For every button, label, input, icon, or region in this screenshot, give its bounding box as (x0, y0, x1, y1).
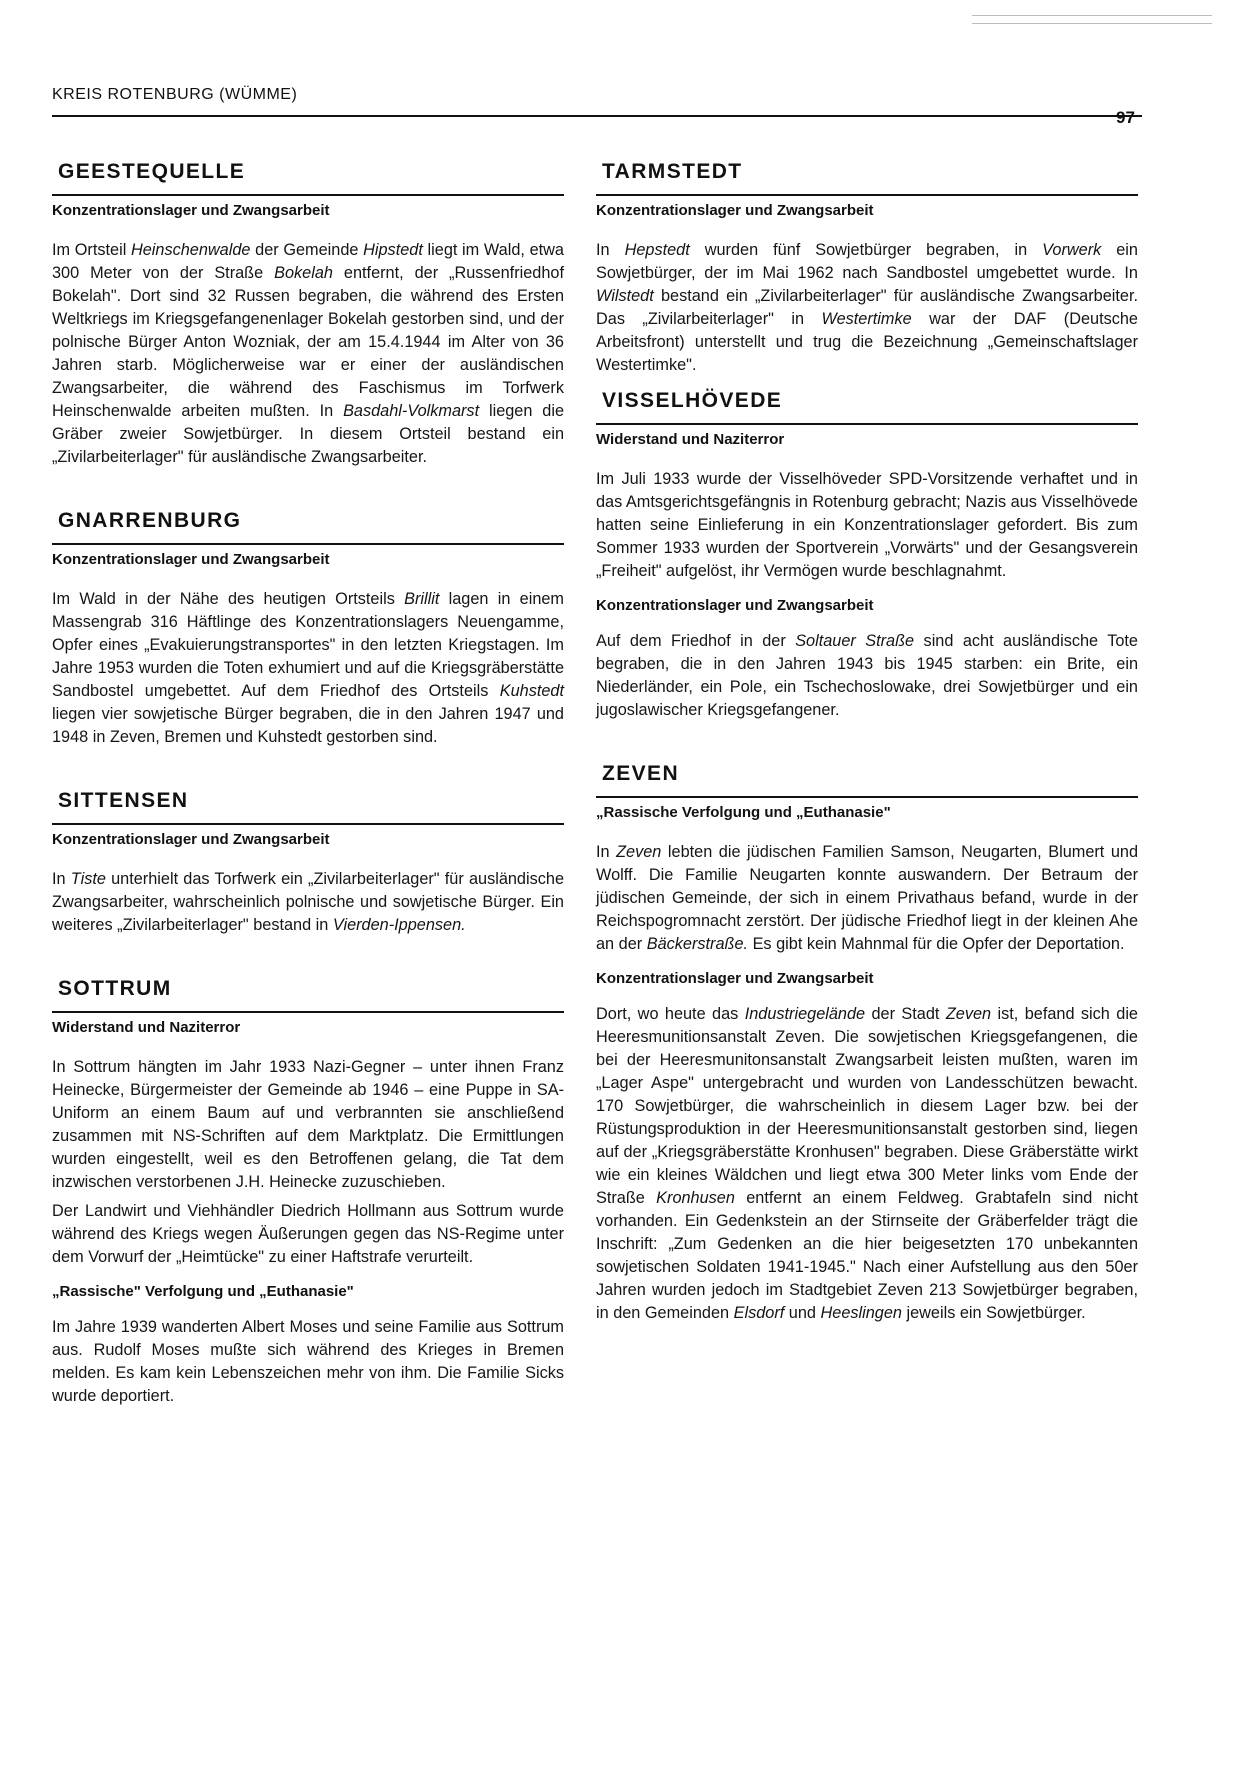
subheading: „Rassische Verfolgung und „Euthanasie" (596, 796, 1138, 821)
paragraph: In Hepstedt wurden fünf Sowjetbürger begraben, in Vorwerk ein Sowjetbürger, der im Mai 1962 nach Sandbostel umgebettet wurde. In Wilstedt bestand ein „Zivilarbeiterlager" für ausländische Zwangsarbeiter. Das „Zivilarbeiterlager" in Westertimke war der DAF (Deutsche Arbeitsfront) unterstellt und trug die Bezeichnung „Gemeinschaftslager Westertimke". (596, 241, 1138, 374)
right-column (596, 160, 1138, 1365)
section-visselhoevede (596, 389, 1138, 722)
running-head: KREIS ROTENBURG (WÜMME) (52, 86, 298, 103)
paragraph: In Tiste unterhielt das Torfwerk ein „Zivilarbeiterlager" für ausländische Zwangsarbeiter, wahrscheinlich polnische und sowjetische Bürger. Ein weiteres „Zivilarbeiterlager" bestand in Vierden-Ippensen. (52, 870, 564, 934)
subheading: Konzentrationslager und Zwangsarbeit (52, 194, 564, 219)
header-rule (52, 115, 1142, 117)
subheading: Konzentrationslager und Zwangsarbeit (596, 597, 874, 614)
page-number: 97 (1116, 108, 1135, 127)
paragraph: Im Wald in der Nähe des heutigen Ortsteils Brillit lagen in einem Massengrab 316 Häftlinge des Konzentrationslagers Neuengamme, Opfer eines „Evakuierungstransportes" in den letzten Kriegstagen. Im Jahre 1953 wurden die Toten exhumiert und auf die Kriegsgräberstätte Sandbostel umgebettet. Auf dem Friedhof des Ortsteils Kuhstedt liegen vier sowjetische Bürger begraben, die in den Jahren 1947 und 1948 in Zeven, Bremen und Kuhstedt gestorben sind. (52, 590, 564, 746)
subheading: Konzentrationslager und Zwangsarbeit (52, 823, 564, 848)
subheading: „Rassische" Verfolgung und „Euthanasie" (52, 1283, 354, 1300)
section-tarmstedt (596, 160, 1138, 377)
paragraph: Im Ortsteil Heinschenwalde der Gemeinde Hipstedt liegt im Wald, etwa 300 Meter von der Straße Bokelah entfernt, der „Russenfriedhof Bokelah". Dort sind 32 Russen begraben, die während des Ersten Weltkriegs im Kriegsgefangenenlager Bokelah gestorben sind, und der polnische Bürger Anton Wozniak, der am 15.4.1944 im Alter von 36 Jahren starb. Möglicherweise war er einer der ausländischen Zwangsarbeiter, die während des Faschismus im Torfwerk Heinschenwalde arbeiten mußten. In Basdahl-Volkmarst liegen die Gräber zweier Sowjetbürger. In diesem Ortsteil bestand ein „Zivilarbeiterlager" für ausländische Zwangsarbeiter. (52, 241, 564, 466)
section-geestequelle (52, 160, 564, 469)
section-sottrum (52, 977, 564, 1408)
scan-edge-marks (972, 8, 1212, 28)
paragraph: Im Jahre 1939 wanderten Albert Moses und seine Familie aus Sottrum aus. Rudolf Moses mußte sich während des Krieges in Bremen melden. Es kam kein Lebenszeichen mehr von ihm. Die Familie Sicks wurde deportiert. (52, 1318, 564, 1405)
place-heading: TARMSTEDT (602, 160, 743, 183)
place-heading: GNARRENBURG (58, 509, 242, 532)
subheading: Konzentrationslager und Zwangsarbeit (596, 970, 874, 987)
section-gnarrenburg (52, 509, 564, 749)
paragraph: Im Juli 1933 wurde der Visselhöveder SPD-Vorsitzende verhaftet und in das Amtsgerichtsgefängnis in Rotenburg gebracht; Nazis aus Visselhövede hatten seine Einlieferung in ein Konzentrationslager gefordert. Bis zum Sommer 1933 wurden der Sportverein „Vorwärts" und der Gesangsverein „Freiheit" aufgelöst, ihr Vermögen wurde beschlagnahmt. (596, 470, 1138, 580)
left-column (52, 160, 564, 1448)
place-heading: SITTENSEN (58, 789, 189, 812)
paragraph: Auf dem Friedhof in der Soltauer Straße sind acht ausländische Tote begraben, die in den Jahren 1943 bis 1945 starben: ein Brite, ein Niederländer, ein Pole, ein Tschechoslowake, drei Sowjetbürger und ein jugoslawischer Kriegsgefangener. (596, 632, 1138, 719)
place-heading: VISSELHÖVEDE (602, 389, 783, 412)
paragraph: In Sottrum hängten im Jahr 1933 Nazi-Gegner – unter ihnen Franz Heinecke, Bürgermeister der Gemeinde ab 1946 – eine Puppe in SA-Uniform an einem Baum auf und verbrannten sie anschließend zusammen mit NS-Schriften auf dem Marktplatz. Die Ermittlungen wurden eingestellt, weil es den Betroffenen gelang, die Tat dem inzwischen verstorbenen J.H. Heinecke zuzuschieben. (52, 1058, 564, 1191)
paragraph: Der Landwirt und Viehhändler Diedrich Hollmann aus Sottrum wurde während des Kriegs wegen Äußerungen gegen das NS-Regime unter dem Vorwurf der „Heimtücke" zu einer Haftstrafe verurteilt. (52, 1202, 564, 1266)
subheading: Konzentrationslager und Zwangsarbeit (52, 543, 564, 568)
subheading: Widerstand und Naziterror (52, 1011, 564, 1036)
place-heading: SOTTRUM (58, 977, 172, 1000)
subheading: Widerstand und Naziterror (596, 423, 1138, 448)
place-heading: ZEVEN (602, 762, 680, 785)
place-heading: GEESTEQUELLE (58, 160, 246, 183)
paragraph: In Zeven lebten die jüdischen Familien Samson, Neugarten, Blumert und Wolff. Die Familie Neugarten konnte auswandern. Der Betraum der jüdischen Gemeinde, der sich in einem Privathaus befand, wurde in der Reichspogromnacht zerstört. Der jüdische Friedhof liegt in der kleinen Ahe an der Bäckerstraße. Es gibt kein Mahnmal für die Opfer der Deportation. (596, 843, 1139, 953)
paragraph: Dort, wo heute das Industriegelände der Stadt Zeven ist, befand sich die Heeresmunitionsanstalt Zeven. Die sowjetischen Kriegsgefangenen, die bei der Heeresmunitonsanstalt Zwangsarbeit leisten mußten, waren im „Lager Aspe" untergebracht und wurden von Landesschützen bewacht. 170 Sowjetbürger, die wahrscheinlich in diesem Lager bzw. bei der Rüstungsproduktion in der Heeresmunitionsanstalt gestorben sind, liegen auf der „Kriegsgräberstätte Kronhusen" begraben. Diese Gräberstätte wirkt wie ein kleines Wäldchen und liegt etwa 300 Meter links vom Ende der Straße Kronhusen entfernt an einem Feldweg. Grabtafeln sind nicht vorhanden. Ein Gedenkstein an der Stirnseite der Gräberfelder trägt die Inschrift: „Zum Gedenken an die hier beigesetzten 170 unbekannten sowjetischen Soldaten 1941-1945." Nach einer Aufstellung aus den 50er Jahren wurden jedoch im Stadtgebiet Zeven 213 Sowjetbürger begraben, in den Gemeinden Elsdorf und Heeslingen jeweils ein Sowjetbürger. (596, 1005, 1138, 1322)
section-sittensen (52, 789, 564, 937)
subheading: Konzentrationslager und Zwangsarbeit (596, 194, 1138, 219)
section-zeven (596, 762, 1138, 1325)
